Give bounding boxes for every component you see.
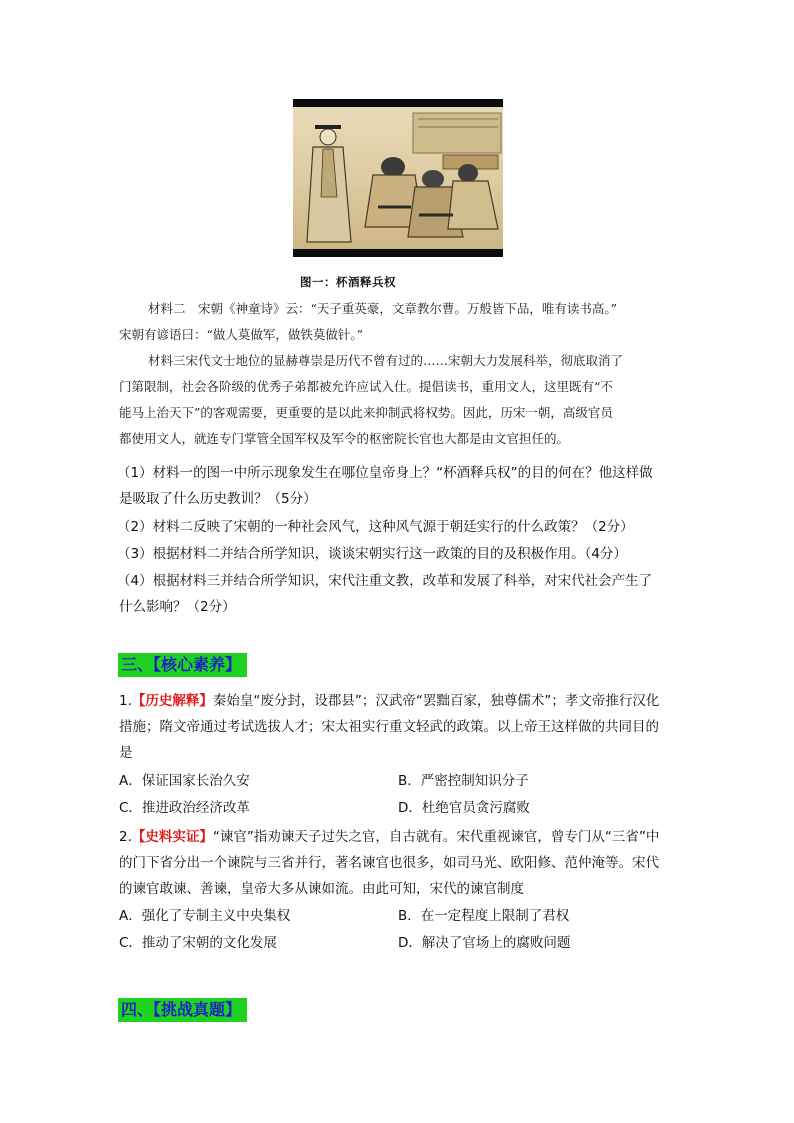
item1-number: 1. xyxy=(119,693,132,709)
item1-option-a: A．保证国家长治久安 xyxy=(119,773,250,789)
question-2: （2）材料二反映了宋朝的一种社会风气，这种风气源于朝廷实行的什么政策？（2分） xyxy=(117,519,634,535)
item1-line1-text: 秦始皇“废分封，设郡县”；汉武帝“罢黜百家，独尊儒术”；孝文帝推行汉化 xyxy=(212,693,660,709)
material3-line4: 都使用文人，就连专门掌管全国军权及军令的枢密院长官也大都是由文官担任的。 xyxy=(119,431,570,446)
material2-line2: 宋朝有谚语曰：“做人莫做军，做铁莫做针。” xyxy=(119,327,364,342)
item1-option-d: D．杜绝官员贪污腐败 xyxy=(398,800,530,816)
question-1-line2: 是吸取了什么历史教训？（5分） xyxy=(119,491,317,507)
item1-option-c: C．推进政治经济改革 xyxy=(119,800,250,816)
item2-option-c: C．推动了宋朝的文化发展 xyxy=(119,935,277,951)
item2-option-b: B．在一定程度上限制了君权 xyxy=(398,908,570,924)
illustration-image xyxy=(293,99,503,257)
item1-line2: 措施；隋文帝通过考试选拔人才；宋太祖实行重文轻武的政策。以上帝王这样做的共同目的 xyxy=(119,719,659,735)
item1-option-b: B．严密控制知识分子 xyxy=(398,773,529,789)
section3-heading: 三、【核心素养】 xyxy=(118,653,247,677)
item2-option-a: A．强化了专制主义中央集权 xyxy=(119,908,291,924)
question-4-line1: （4）根据材料三并结合所学知识，宋代注重文教，改革和发展了科举，对宋代社会产生了 xyxy=(117,573,653,589)
item2-number: 2. xyxy=(119,829,132,845)
illustration-art xyxy=(293,107,503,249)
item2-line1 xyxy=(119,824,659,850)
banquet-scene-drawing xyxy=(293,107,503,249)
section4-heading: 四、【挑战真题】 xyxy=(118,998,247,1022)
figure-caption: 图一：杯酒释兵权 xyxy=(300,275,396,289)
item2-tag: 【史料实证】 xyxy=(131,829,213,845)
material2-line1: 材料二 宋朝《神童诗》云：“天子重英豪，文章教尔曹。万般皆下品，唯有读书高。” xyxy=(148,301,618,316)
item1-line1 xyxy=(119,688,659,714)
item1-line3: 是 xyxy=(119,745,133,761)
question-4-line2: 什么影响？（2分） xyxy=(119,599,236,615)
item2-line1-text: “谏官”指劝谏天子过失之官，自古就有。宋代重视谏官，曾专门从“三省”中 xyxy=(212,829,660,845)
item2-line2: 的门下省分出一个谏院与三省并行，著名谏官也很多，如司马光、欧阳修、范仲淹等。宋代 xyxy=(119,855,659,871)
item2-option-d: D．解决了官场上的腐败问题 xyxy=(398,935,571,951)
question-3: （3）根据材料二并结合所学知识，谈谈宋朝实行这一政策的目的及积极作用。（4分） xyxy=(117,546,627,562)
material3-line2: 门第限制，社会各阶级的优秀子弟都被允许应试入仕。提倡读书，重用文人，这里既有“不 xyxy=(119,379,613,394)
item1-tag: 【历史解释】 xyxy=(131,693,213,709)
question-1-line1: （1）材料一的图一中所示现象发生在哪位皇帝身上？“杯酒释兵权”的目的何在？他这样做 xyxy=(117,465,653,481)
material3-line3: 能马上治天下”的客观需要，更重要的是以此来抑制武将权势。因此，历宋一朝，高级官员 xyxy=(119,405,613,420)
item2-line3: 的谏官敢谏、善谏，皇帝大多从谏如流。由此可知，宋代的谏官制度 xyxy=(119,881,524,897)
material3-line1: 材料三宋代文士地位的显赫尊崇是历代不曾有过的……宋朝大力发展科举，彻底取消了 xyxy=(148,353,624,368)
